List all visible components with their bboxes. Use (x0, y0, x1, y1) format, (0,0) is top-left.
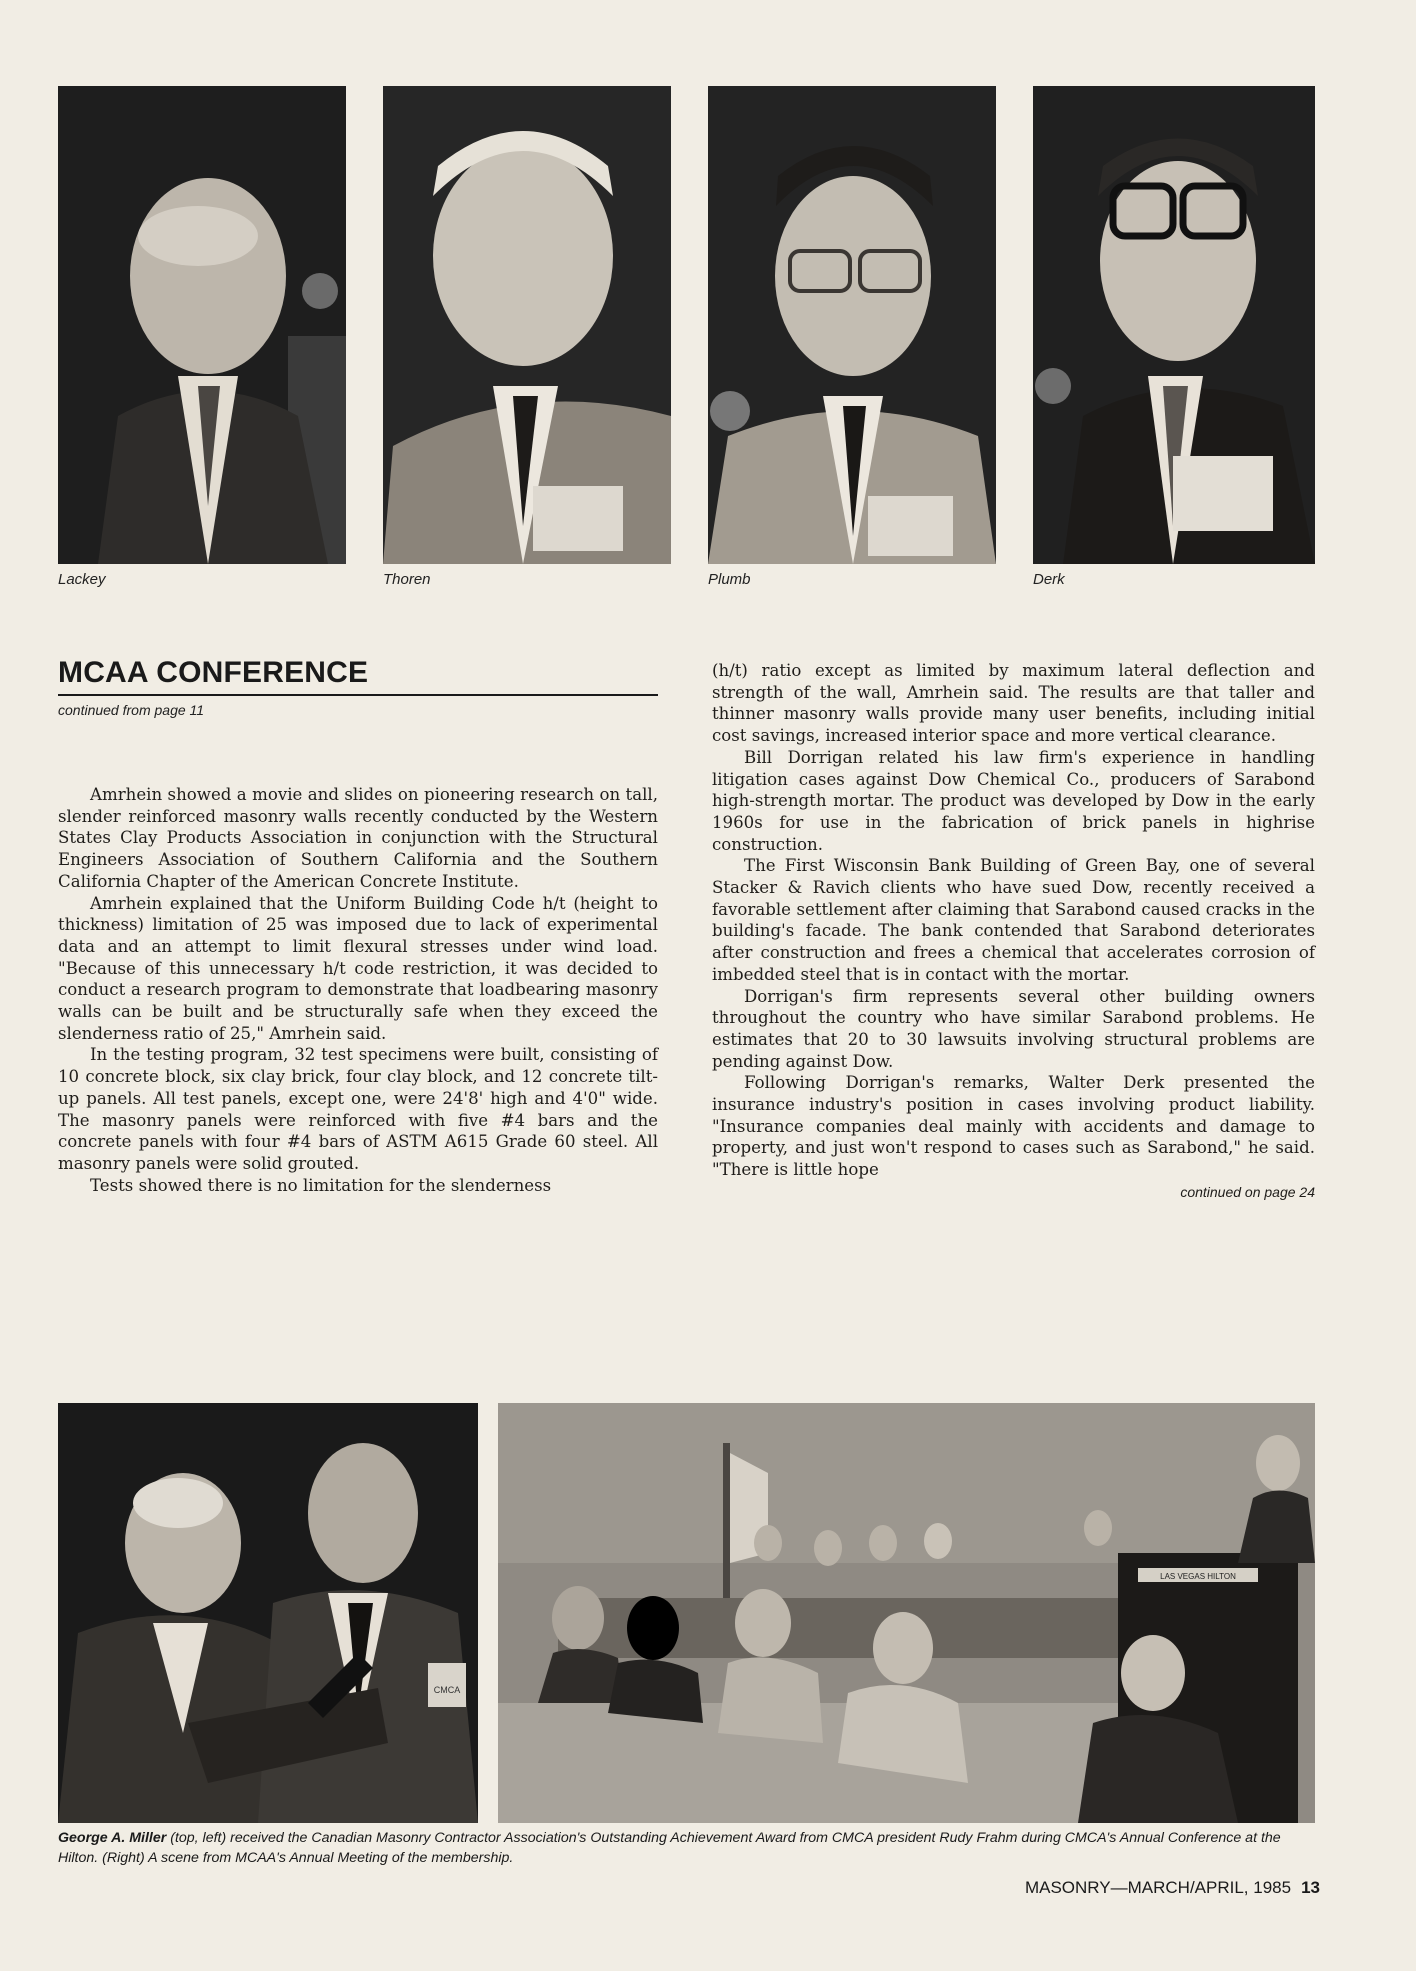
paragraph: The First Wisconsin Bank Building of Green Bay, one of several Stacker & Ravich clients who have sued Dow, recently received a favorable settlement after claiming that Sarabond caused cracks in the building's facade. The bank contended that Sarabond deteriorates after construction and frees a chemical that accelerates corrosion of imbedded steel that is in contact with the mortar. (712, 856, 1315, 984)
continued-on-note: continued on page 24 (1180, 1183, 1315, 1200)
article-column-right (712, 660, 1315, 1204)
paragraph: Tests showed there is no limitation for the slenderness (90, 1175, 552, 1195)
continued-from-note: continued from page 11 (58, 702, 205, 718)
podium-sign-text: LAS VEGAS HILTON (1160, 1572, 1236, 1581)
caption-plumb: Plumb (708, 571, 751, 588)
caption-thoren: Thoren (383, 571, 431, 588)
publication-date: MASONRY—MARCH/APRIL, 1985 (1024, 1878, 1292, 1897)
paragraph: In the testing program, 32 test specimens were built, consisting of 10 concrete block, six clay brick, four clay block, and 12 concrete tilt-up panels. All test panels, except one, were 24'8' high and 4'0" wide. The masonry panels were reinforced with five #4 bars and the concrete panels with four #4 bars of ASTM A615 Grade 60 steel. All masonry panels were solid grouted. (58, 1045, 658, 1173)
photo-caption (58, 1828, 1320, 1868)
page-footer (1025, 1878, 1320, 1898)
photo-plumb (708, 86, 996, 564)
paragraph: Dorrigan's firm represents several other building owners throughout the country who have similar Sarabond problems. He estimates that 20 to 30 lawsuits involving structural problems are pending against Dow. (712, 986, 1315, 1071)
caption-derk: Derk (1033, 571, 1065, 588)
photo-lackey (58, 86, 346, 564)
paragraph: Following Dorrigan's remarks, Walter Derk presented the insurance industry's position in cases involving product liability. "Insurance companies deal mainly with accidents and damage to property, and just won't respond to cases such as Sarabond," he said. "There is little hope (712, 1073, 1315, 1180)
article-column-left (58, 784, 658, 1196)
paragraph: (h/t) ratio except as limited by maximum lateral deflection and strength of the wall, Amrhein said. The results are that taller and thinner masonry walls provide many user benefits, including initial cost savings, increased interior space and more vertical clearance. (712, 661, 1315, 746)
caption-lackey: Lackey (58, 571, 106, 588)
caption-text: (top, left) received the Canadian Masonry Contractor Association's Outstanding Achievement Award from CMCA president Rudy Frahm during CMCA's Annual Conference at the Hilton. (Right) A scene from MCAA's Annual Meeting of the membership. (58, 1830, 1281, 1866)
caption-name: George A. Miller (58, 1830, 167, 1846)
photo-thoren (383, 86, 671, 564)
paragraph: Amrhein explained that the Uniform Building Code h/t (height to thickness) limitation of 25 was imposed due to lack of experimental data and an attempt to limit flexural stresses under wind load. "Because of this unnecessary h/t code restriction, it was decided to conduct a research program to demonstrate that loadbearing masonry walls can be built and be structurally safe when they exceed the slenderness ratio of 25," Amrhein said. (58, 893, 658, 1043)
paragraph: Amrhein showed a movie and slides on pioneering research on tall, slender reinforced masonry walls recently conducted by the Western States Clay Products Association in conjunction with the Structural Engineers Association of Southern California and the Southern California Chapter of the American Concrete Institute. (58, 785, 658, 891)
cmca-badge-text: CMCA (433, 1685, 461, 1695)
article-headline: MCAA CONFERENCE (58, 656, 658, 696)
paragraph: Bill Dorrigan related his law firm's experience in handling litigation cases against Dow Chemical Co., producers of Sarabond high-strength mortar. The product was developed by Dow in the early 1960s for use in the fabrication of brick panels in highrise construction. (712, 747, 1315, 854)
photo-derk (1033, 86, 1315, 564)
photo-mcaa-annual-meeting (498, 1403, 1315, 1823)
page-number: 13 (1301, 1878, 1320, 1897)
photo-miller-award (58, 1403, 478, 1823)
